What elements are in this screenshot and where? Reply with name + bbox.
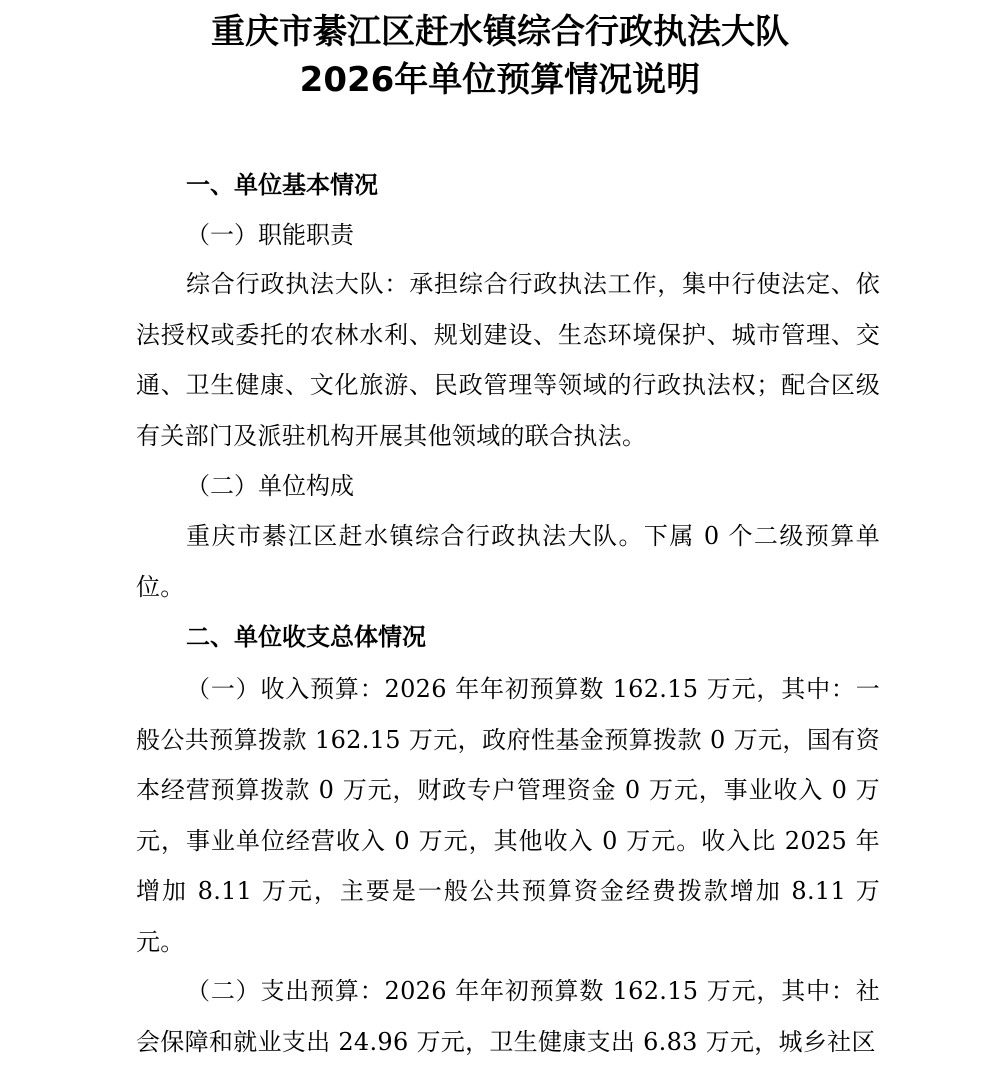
section1-sub2-paragraph: 重庆市綦江区赶水镇综合行政执法大队。下属 0 个二级预算单位。 xyxy=(136,522,880,601)
section1-sub2-heading: （二）单位构成 xyxy=(186,472,354,500)
section1-sub1-heading: （一）职能职责 xyxy=(186,221,354,249)
expense-budget-paragraph: （二）支出预算：2026 年年初预算数 162.15 万元，其中：社会保障和就业支出 24.96 万元，卫生健康支出 6.83 万元，城乡社区 xyxy=(136,977,880,1056)
section2-heading: 二、单位收支总体情况 xyxy=(186,623,426,651)
income-budget-paragraph: （一）收入预算：2026 年年初预算数 162.15 万元，其中：一般公共预算拨款 162.15 万元，政府性基金预算拨款 0 万元，国有资本经营预算拨款 0 万元，财政专户管理资金 0 万元，事业收入 0 万元，事业单位经营收入 0 万元，其他收入 0 万元。收入比 2025 年增加 8.11 万元，主要是一般公共预算资金经费拨款增加 8.11 万元。 xyxy=(136,675,880,956)
document-title-line1: 重庆市綦江区赶水镇综合行政执法大队 xyxy=(211,12,789,52)
section1-sub1-paragraph: 综合行政执法大队：承担综合行政执法工作，集中行使法定、依法授权或委托的农林水利、规划建设、生态环境保护、城市管理、交通、卫生健康、文化旅游、民政管理等领域的行政执法权；配合区级有关部门及派驻机构开展其他领域的联合执法。 xyxy=(136,270,880,450)
section1-heading: 一、单位基本情况 xyxy=(186,171,378,199)
document-title-line2: 2026年单位预算情况说明 xyxy=(299,60,701,100)
